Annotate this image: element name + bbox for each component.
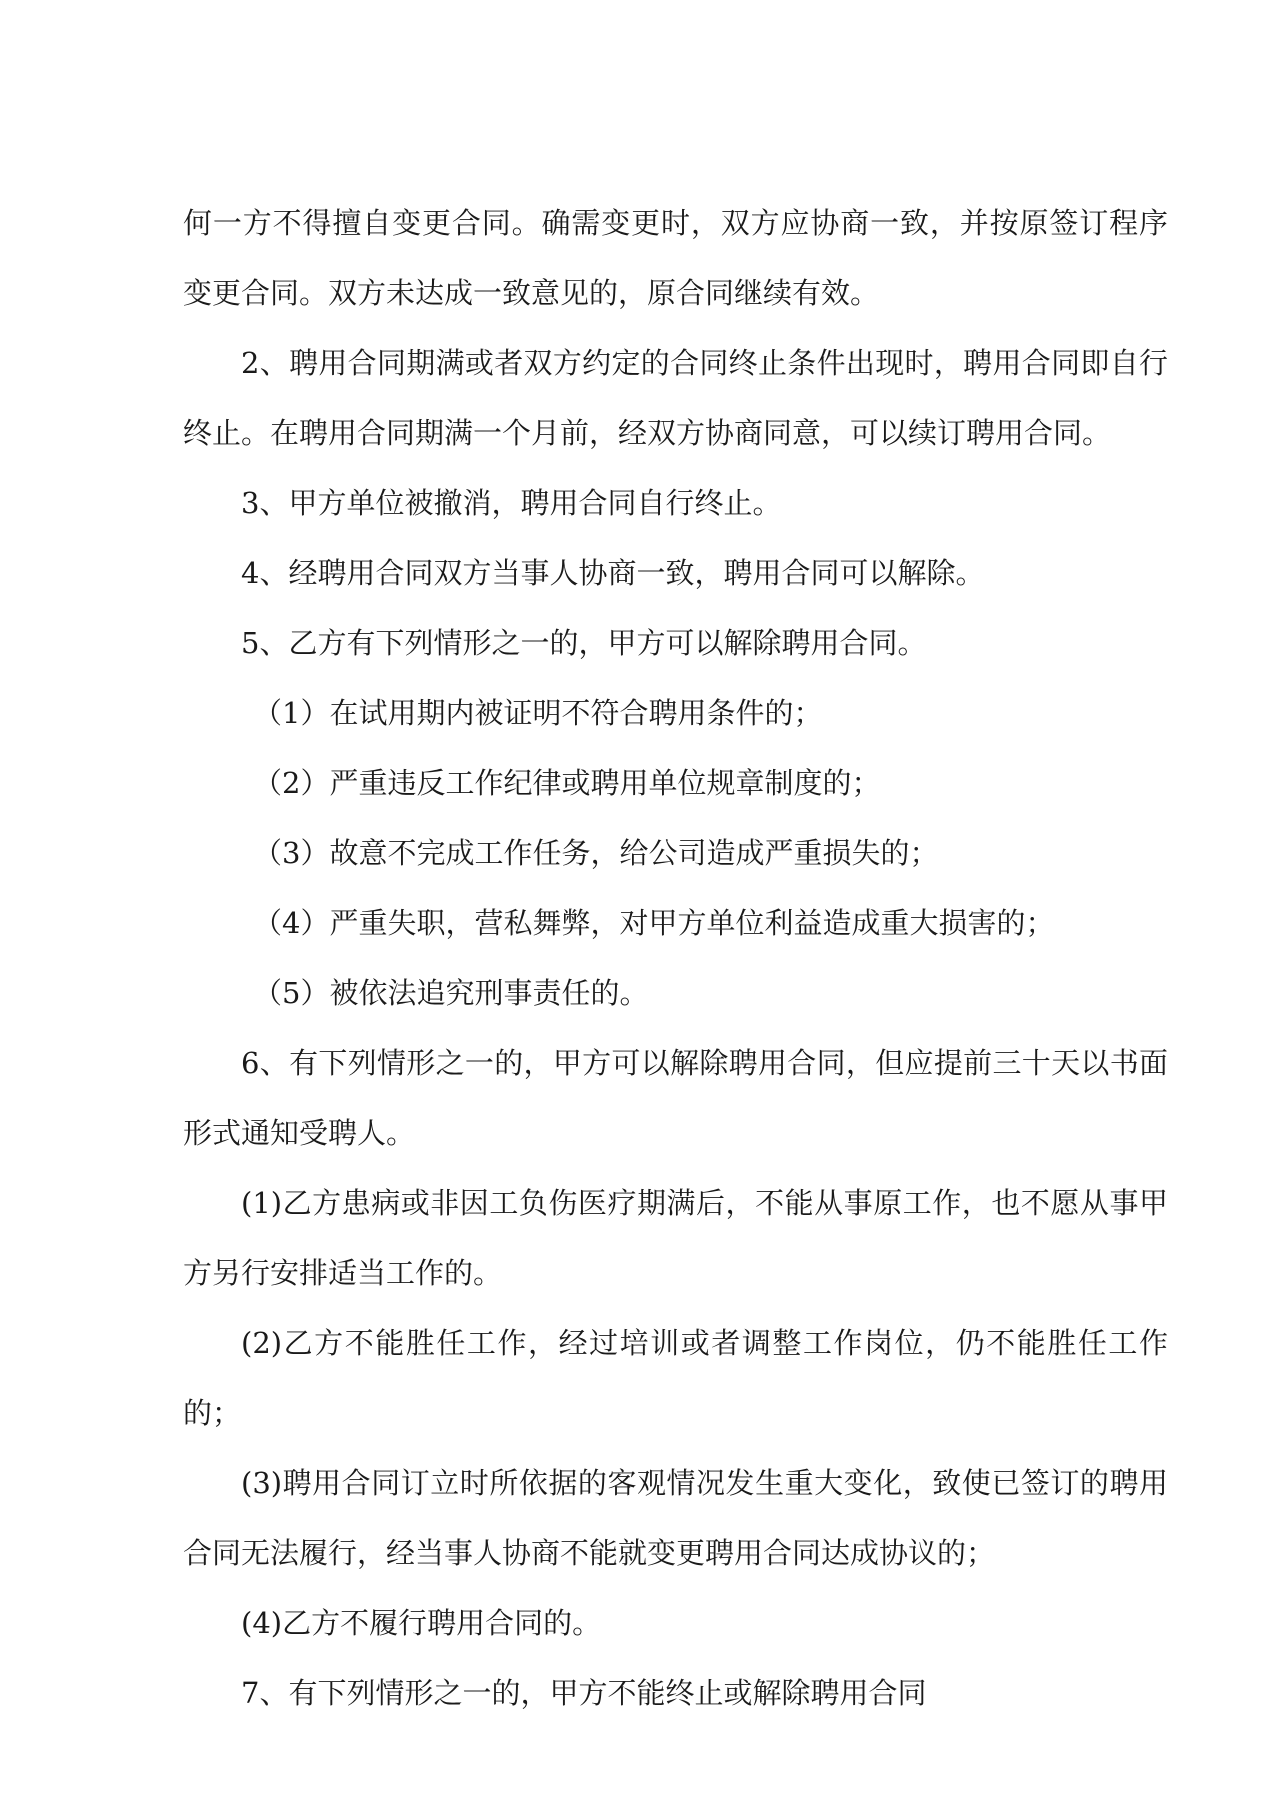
document-body: [183, 188, 1168, 1728]
paragraph-continued: 何一方不得擅自变更合同。确需变更时，双方应协商一致，并按原签订程序变更合同。双方未达成一致意见的，原合同继续有效。: [183, 206, 1168, 310]
clause-7: 7、有下列情形之一的，甲方不能终止或解除聘用合同: [241, 1676, 927, 1710]
clause-5-item-3: （3）故意不完成工作任务，给公司造成严重损失的；: [253, 836, 939, 870]
clause-6-item-4: (4)乙方不履行聘用合同的。: [241, 1606, 602, 1640]
clause-6: 6、有下列情形之一的，甲方可以解除聘用合同，但应提前三十天以书面形式通知受聘人。: [183, 1046, 1168, 1150]
clause-4: 4、经聘用合同双方当事人协商一致，聘用合同可以解除。: [241, 556, 985, 590]
clause-2: 2、聘用合同期满或者双方约定的合同终止条件出现时，聘用合同即自行终止。在聘用合同期满一个月前，经双方协商同意，可以续订聘用合同。: [183, 346, 1168, 450]
clause-3: 3、甲方单位被撤消，聘用合同自行终止。: [241, 486, 782, 520]
clause-5-item-1: （1）在试用期内被证明不符合聘用条件的；: [253, 696, 823, 730]
clause-5: 5、乙方有下列情形之一的，甲方可以解除聘用合同。: [241, 626, 927, 660]
clause-5-item-4: （4）严重失职，营私舞弊，对甲方单位利益造成重大损害的；: [253, 906, 1055, 940]
clause-6-item-1: (1)乙方患病或非因工负伤医疗期满后，不能从事原工作，也不愿从事甲方另行安排适当工作的。: [183, 1186, 1168, 1290]
clause-5-item-5: （5）被依法追究刑事责任的。: [253, 976, 649, 1010]
clause-5-item-2: （2）严重违反工作纪律或聘用单位规章制度的；: [253, 766, 881, 800]
clause-6-item-3: (3)聘用合同订立时所依据的客观情况发生重大变化，致使已签订的聘用合同无法履行，经当事人协商不能就变更聘用合同达成协议的；: [183, 1466, 1168, 1570]
clause-6-item-2: (2)乙方不能胜任工作，经过培训或者调整工作岗位，仍不能胜任工作的；: [183, 1326, 1168, 1430]
